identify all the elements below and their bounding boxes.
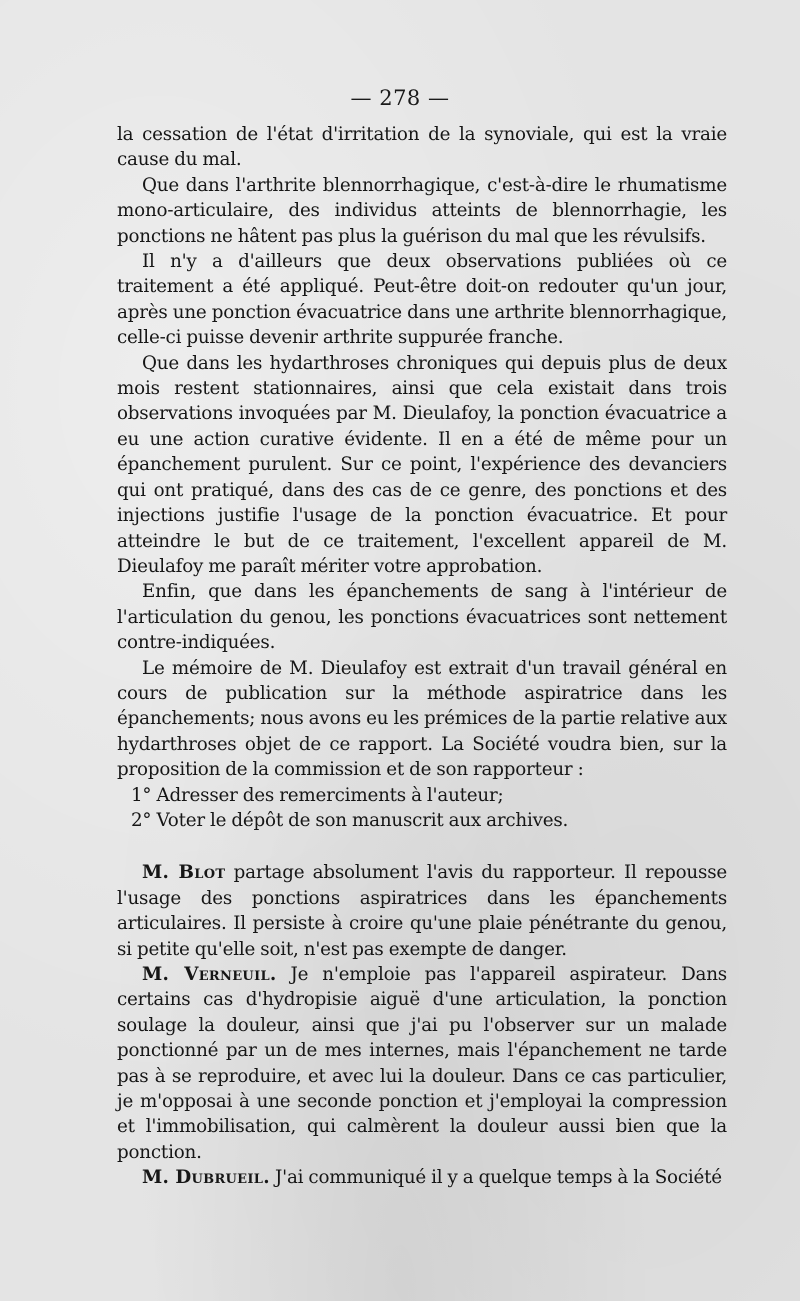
speaker-remark: partage absolument l'avis du rapporteur. Il repousse l'usage des ponctions aspiratrices dans les épanchements articulaires. Il persiste à croire qu'une plaie pénétrante du genou, si petite qu'elle soit, n'est pas exempte de danger.	[117, 862, 727, 960]
paragraph-observations-publiees: Il n'y a d'ailleurs que deux observations publiées où ce traitement a été appliqué. Peut-être doit-on redouter qu'un jour, après une ponction évacuatrice dans une arthrite blennorrhagique, celle-ci puisse devenir arthrite suppurée franche.	[117, 251, 727, 349]
speaker-remark: Je n'emploie pas l'appareil aspirateur. Dans certains cas d'hydropisie aiguë d'une articulation, la ponction soulage la douleur, ainsi que j'ai pu l'observer sur un malade ponctionné par un de mes internes, mais l'épanchement ne tarde pas à se reproduire, et avec lui la douleur. Dans ce cas particulier, je m'opposai à une seconde ponction et j'employai la compression et l'immobilisation, qui calmèrent la douleur aussi bien que la ponction.	[117, 964, 727, 1163]
paragraph-memoire-conclusion: Le mémoire de M. Dieulafoy est extrait d'un travail général en cours de publication sur la méthode aspiratrice dans les épanchements; nous avons eu les prémices de la partie relative aux hydarthroses objet de ce rapport. La Société voudra bien, sur la proposition de la commission et de son rapporteur :	[117, 657, 727, 781]
discussion-verneuil	[117, 962, 727, 1165]
paragraph-epanchements-sang: Enfin, que dans les épanchements de sang à l'intérieur de l'articulation du genou, les ponctions évacuatrices sont nettement contre-indiquées.	[117, 581, 727, 654]
paragraph-continuation: la cessation de l'état d'irritation de la synoviale, qui est la vraie cause du mal.	[117, 124, 727, 171]
speaker-remark: J'ai communiqué il y a quelque temps à la Société	[269, 1167, 722, 1189]
resolution-item-1: 1° Adresser des remerciments à l'auteur;	[131, 784, 504, 806]
discussion-dubrueil	[117, 1165, 727, 1190]
report-body	[117, 122, 727, 1191]
speaker-name: M. Blot	[142, 862, 226, 884]
section-gap	[117, 833, 727, 860]
paragraph-arthrite-blennorrhagique: Que dans l'arthrite blennorrhagique, c'est-à-dire le rhumatisme mono-articulaire, des individus atteints de blennorrhagie, les ponctions ne hâtent pas plus la guérison du mal que les révulsifs.	[117, 174, 727, 247]
resolution-item-2: 2° Voter le dépôt de son manuscrit aux archives.	[131, 809, 569, 831]
discussion-blot	[117, 860, 727, 962]
speaker-name: M. Dubrueil.	[142, 1167, 270, 1189]
speaker-name: M. Verneuil.	[142, 964, 277, 985]
paragraph-hydarthroses-chroniques: Que dans les hydarthroses chroniques qui depuis plus de deux mois restent stationnaires, ainsi que cela existait dans trois observations invoquées par M. Dieulafoy, la ponction évacuatrice a eu une action curative évidente. Il en a été de même pour un épanchement purulent. Sur ce point, l'expérience des devanciers qui ont pratiqué, dans des cas de ce genre, des ponctions et des injections justifie l'usage de la ponction évacuatrice. Et pour atteindre le but de ce traitement, l'excellent appareil de M. Dieulafoy me paraît mériter votre approbation.	[117, 352, 727, 577]
page-number: — 278 —	[350, 86, 450, 110]
